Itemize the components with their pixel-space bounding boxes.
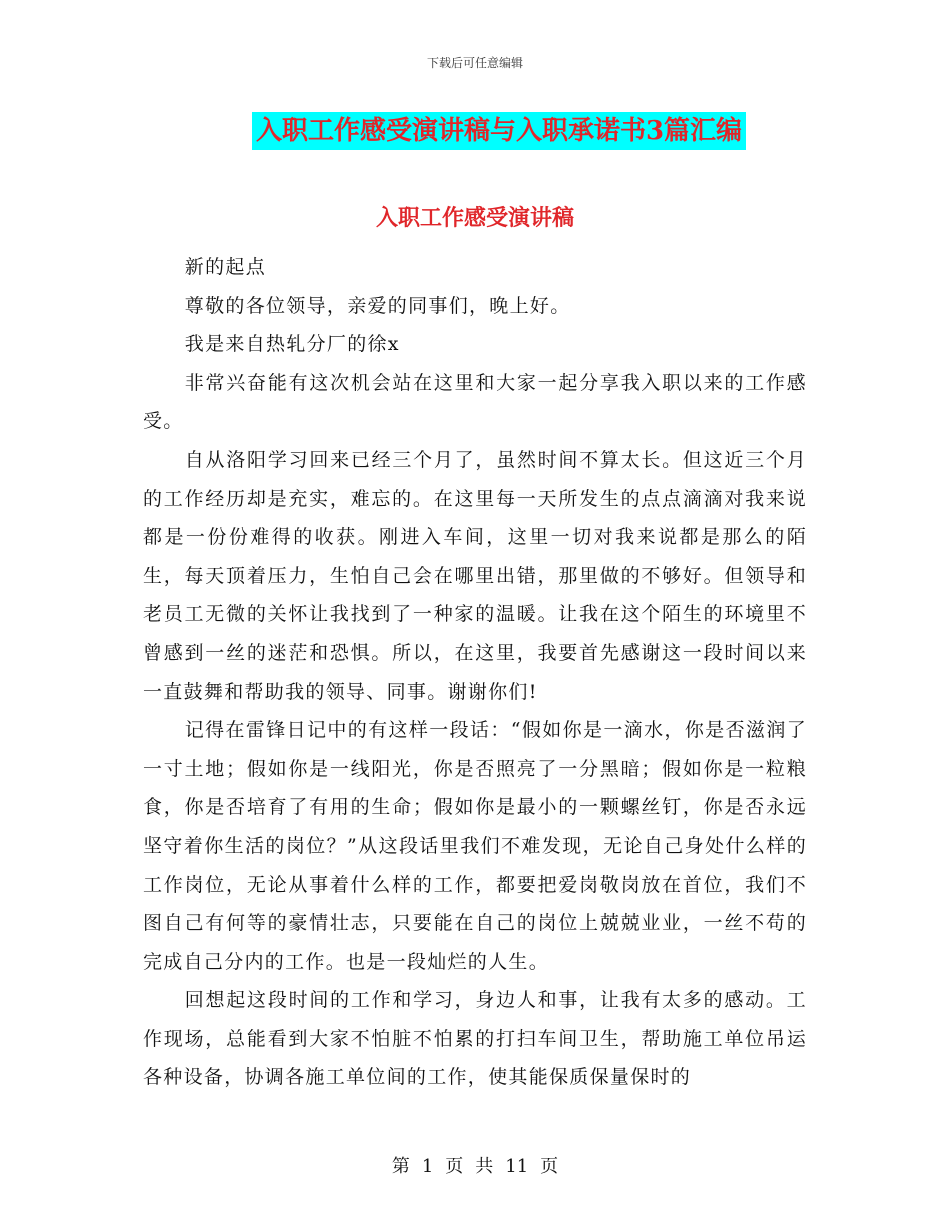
page-footer <box>0 1152 950 1178</box>
page-label-prefix: 第 <box>391 1156 410 1177</box>
page-label-unit: 页 <box>445 1156 464 1177</box>
page-label-total: 共 <box>475 1156 494 1177</box>
paragraph: 我是来自热轧分厂的徐x <box>184 333 400 356</box>
total-pages-number: 11 <box>505 1156 529 1177</box>
document-body <box>143 248 807 1097</box>
page-label-suffix: 页 <box>540 1156 559 1177</box>
section-title: 入职工作感受演讲稿 <box>375 205 574 231</box>
paragraph: 自从洛阳学习回来已经三个月了，虽然时间不算太长。但这近三个月的工作经历却是充实，难忘的。在这里每一天所发生的点点滴滴对我来说都是一份份难得的收获。刚进入车间，这里一切对我来说都是那么的陌生，每天顶着压力，生怕自己会在哪里出错，那里做的不够好。但领导和老员工无微的关怀让我找到了一种家的温暖。让我在这个陌生的环境里不曾感到一丝的迷茫和恐惧。所以，在这里，我要首先感谢这一段时间以来一直鼓舞和帮助我的领导、同事。谢谢你们! <box>143 448 807 703</box>
header-note: 下载后可任意编辑 <box>426 56 523 70</box>
document-title: 入职工作感受演讲稿与入职承诺书3篇汇编 <box>252 112 746 150</box>
paragraph: 回想起这段时间的工作和学习，身边人和事，让我有太多的感动。工作现场，总能看到大家不怕脏不怕累的打扫车间卫生，帮助施工单位吊运各种设备，协调各施工单位间的工作，使其能保质保量保时的 <box>143 989 807 1089</box>
paragraph: 非常兴奋能有这次机会站在这里和大家一起分享我入职以来的工作感受。 <box>143 371 807 433</box>
paragraph: 新的起点 <box>184 256 266 278</box>
document-title-container <box>0 112 950 150</box>
paragraph: 尊敬的各位领导，亲爱的同事们，晚上好。 <box>184 294 571 317</box>
current-page-number: 1 <box>421 1156 434 1177</box>
paragraph: 记得在雷锋日记中的有这样一段话：“假如你是一滴水，你是否滋润了一寸土地；假如你是一线阳光，你是否照亮了一分黑暗；假如你是一粒粮食，你是否培育了有用的生命；假如你是最小的一颗螺丝钉，你是否永远坚守着你生活的岗位？”从这段话里我们不难发现，无论自己身处什么样的工作岗位，无论从事着什么样的工作，都要把爱岗敬岗放在首位，我们不图自己有何等的豪情壮志，只要能在自己的岗位上兢兢业业，一丝不苟的完成自己分内的工作。也是一段灿烂的人生。 <box>143 719 807 973</box>
